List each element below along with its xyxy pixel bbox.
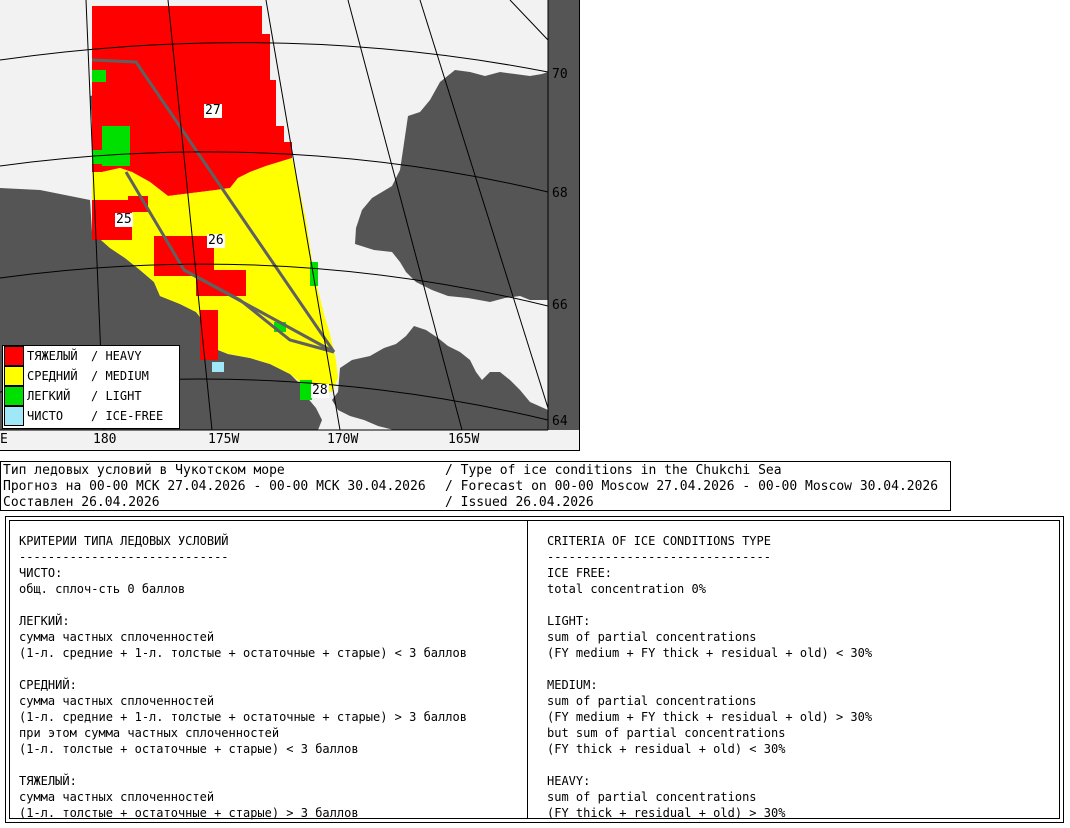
criteria-line: ICE FREE: [547,566,613,580]
criteria-line: sum of partial concentrations [547,630,757,644]
forecast-ru: Прогноз на 00-00 МСК 27.04.2026 - 00-00 МСК 30.04.2026 [3,479,426,494]
criteria-line: сумма частных сплоченностей [19,694,215,708]
criteria-en-column [547,533,872,821]
zone-label-25: 25 [116,212,132,227]
title-en: / Type of ice conditions in the Chukchi Sea [445,463,782,478]
ice-map [0,0,580,451]
criteria-line: сумма частных сплоченностей [19,790,215,804]
criteria-line: общ. сплоч-сть 0 баллов [19,582,186,596]
criteria-line: CRITERIA OF ICE CONDITIONS TYPE [547,534,771,548]
criteria-ru-column [19,533,467,821]
criteria-line: LIGHT: [547,614,591,628]
criteria-line [547,597,872,613]
ice-light-patch [102,126,130,166]
legend-item-light [4,386,179,406]
legend-label-ru: СРЕДНИЙ [27,369,78,383]
forecast-info-box [0,461,951,511]
criteria-line [19,597,467,613]
criteria-line [547,757,872,773]
criteria-line: ЧИСТО: [19,566,63,580]
lon-label-165w: 165W [448,432,480,447]
lat-label-64: 64 [552,414,568,429]
legend-swatch-light [4,386,24,406]
zone-label-28: 28 [312,383,328,398]
lon-label-175w: 175W [208,432,240,447]
legend-swatch-ice-free [4,406,24,426]
criteria-line: (1-л. средние + 1-л. толстые + остаточные + старые) < 3 баллов [19,646,467,660]
lat-label-66: 66 [552,298,568,313]
criteria-line [19,661,467,677]
criteria-line: ЛЕГКИЙ: [19,614,70,628]
map-legend [2,345,180,429]
criteria-line: total concentration 0% [547,582,706,596]
criteria-line: HEAVY: [547,774,591,788]
criteria-line: СРЕДНИЙ: [19,678,77,692]
legend-label-en: / HEAVY [91,349,142,363]
legend-label-en: / LIGHT [91,389,142,403]
criteria-line: ----------------------------- [19,550,229,564]
title-ru: Тип ледовых условий в Чукотском море [3,463,285,478]
legend-item-ice-free [4,406,179,426]
ice-light-patch [92,70,106,82]
criteria-line: (1-л. толстые + остаточные + старые) < 3 баллов [19,742,359,756]
criteria-inner-frame [9,520,1060,819]
criteria-line: (1-л. толстые + остаточные + старые) > 3 баллов [19,806,359,820]
criteria-line: (FY thick + residual + old) > 30% [547,806,786,820]
ice-free-patch [212,362,224,372]
criteria-line [19,757,467,773]
legend-item-medium [4,366,179,386]
criteria-line: but sum of partial concentrations [547,726,786,740]
lon-label-180: 180 [93,432,117,447]
criteria-line: КРИТЕРИИ ТИПА ЛЕДОВЫХ УСЛОВИЙ [19,534,229,548]
legend-item-heavy [4,346,179,366]
criteria-line [547,661,872,677]
criteria-line: ------------------------------- [547,550,771,564]
criteria-line: sum of partial concentrations [547,790,757,804]
legend-swatch-medium [4,366,24,386]
criteria-line: (FY thick + residual + old) < 30% [547,742,786,756]
criteria-line: ТЯЖЕЛЫЙ: [19,774,77,788]
criteria-box [5,516,1064,823]
criteria-divider [527,521,528,818]
lon-label-e: E [0,432,8,447]
criteria-line: sum of partial concentrations [547,694,757,708]
zone-label-26: 26 [208,233,224,248]
legend-swatch-heavy [4,346,24,366]
lon-label-170w: 170W [327,432,359,447]
legend-label-en: / ICE-FREE [91,409,164,423]
legend-label-en: / MEDIUM [91,369,149,383]
criteria-line: при этом сумма частных сплоченностей [19,726,280,740]
legend-label-ru: ЧИСТО [27,409,64,423]
zone-label-27: 27 [205,103,221,118]
criteria-line: (1-л. средние + 1-л. толстые + остаточные + старые) > 3 баллов [19,710,467,724]
criteria-line: MEDIUM: [547,678,598,692]
lat-label-68: 68 [552,186,568,201]
ice-light-patch [310,262,318,286]
issued-ru: Составлен 26.04.2026 [3,495,160,510]
ice-heavy-patch [196,270,246,296]
lat-label-70: 70 [552,67,568,82]
criteria-line: сумма частных сплоченностей [19,630,215,644]
ice-light-patch [92,150,102,164]
criteria-line: (FY medium + FY thick + residual + old) > 30% [547,710,873,724]
forecast-en: / Forecast on 00-00 Moscow 27.04.2026 - 00-00 Moscow 30.04.2026 [445,479,939,494]
legend-label-ru: ТЯЖЕЛЫЙ [27,349,78,363]
issued-en: / Issued 26.04.2026 [445,495,594,510]
legend-label-ru: ЛЕГКИЙ [27,389,71,403]
criteria-line: (FY medium + FY thick + residual + old) < 30% [547,646,873,660]
